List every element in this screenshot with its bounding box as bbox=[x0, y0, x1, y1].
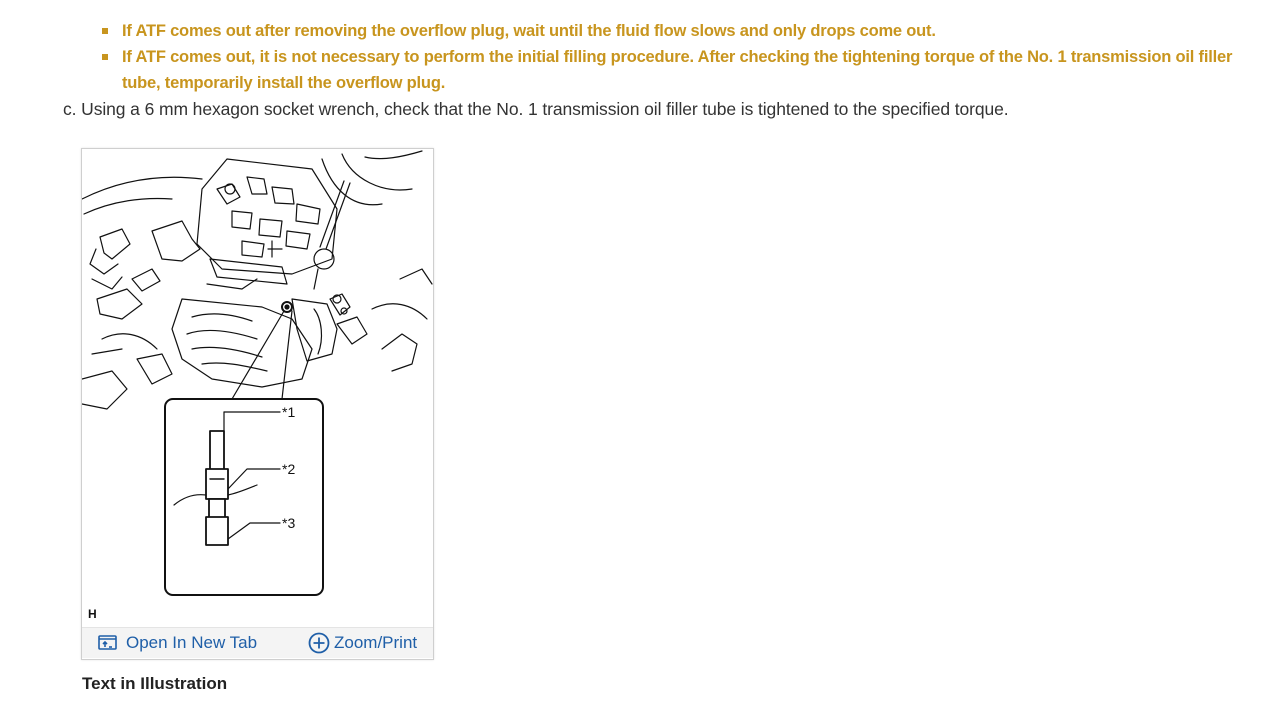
caution-list bbox=[100, 18, 1260, 96]
callout-label: *1 bbox=[282, 404, 296, 420]
square-bullet-icon bbox=[102, 54, 108, 60]
transmission-illustration bbox=[82, 149, 433, 627]
caution-text: If ATF comes out, it is not necessary to perform the initial filling procedure. After checking the tightening torque of the No. 1 transmission oil filler tube, temporarily install the overflow plug. bbox=[122, 48, 1233, 92]
caution-item bbox=[100, 18, 1260, 44]
callout-label: *2 bbox=[282, 461, 296, 477]
caution-text: If ATF comes out after removing the overflow plug, wait until the fluid flow slows and only drops come out. bbox=[122, 22, 936, 40]
figure-actions bbox=[82, 627, 433, 658]
open-in-new-tab-label: Open In New Tab bbox=[126, 633, 258, 652]
zoom-print-link[interactable] bbox=[308, 632, 417, 654]
illustration-figure bbox=[81, 148, 434, 660]
zoom-print-label: Zoom/Print bbox=[334, 633, 418, 652]
figure-code: H bbox=[88, 607, 97, 621]
section-heading: Text in Illustration bbox=[82, 674, 228, 693]
callout-label: *3 bbox=[282, 515, 296, 531]
open-new-tab-icon bbox=[98, 635, 118, 651]
zoom-plus-icon bbox=[308, 632, 330, 654]
caution-item bbox=[100, 44, 1260, 96]
procedure-step: c. Using a 6 mm hexagon socket wrench, check that the No. 1 transmission oil filler tube is tightened to the specified torque. bbox=[63, 99, 1009, 119]
square-bullet-icon bbox=[102, 28, 108, 34]
open-in-new-tab-link[interactable] bbox=[98, 632, 257, 654]
